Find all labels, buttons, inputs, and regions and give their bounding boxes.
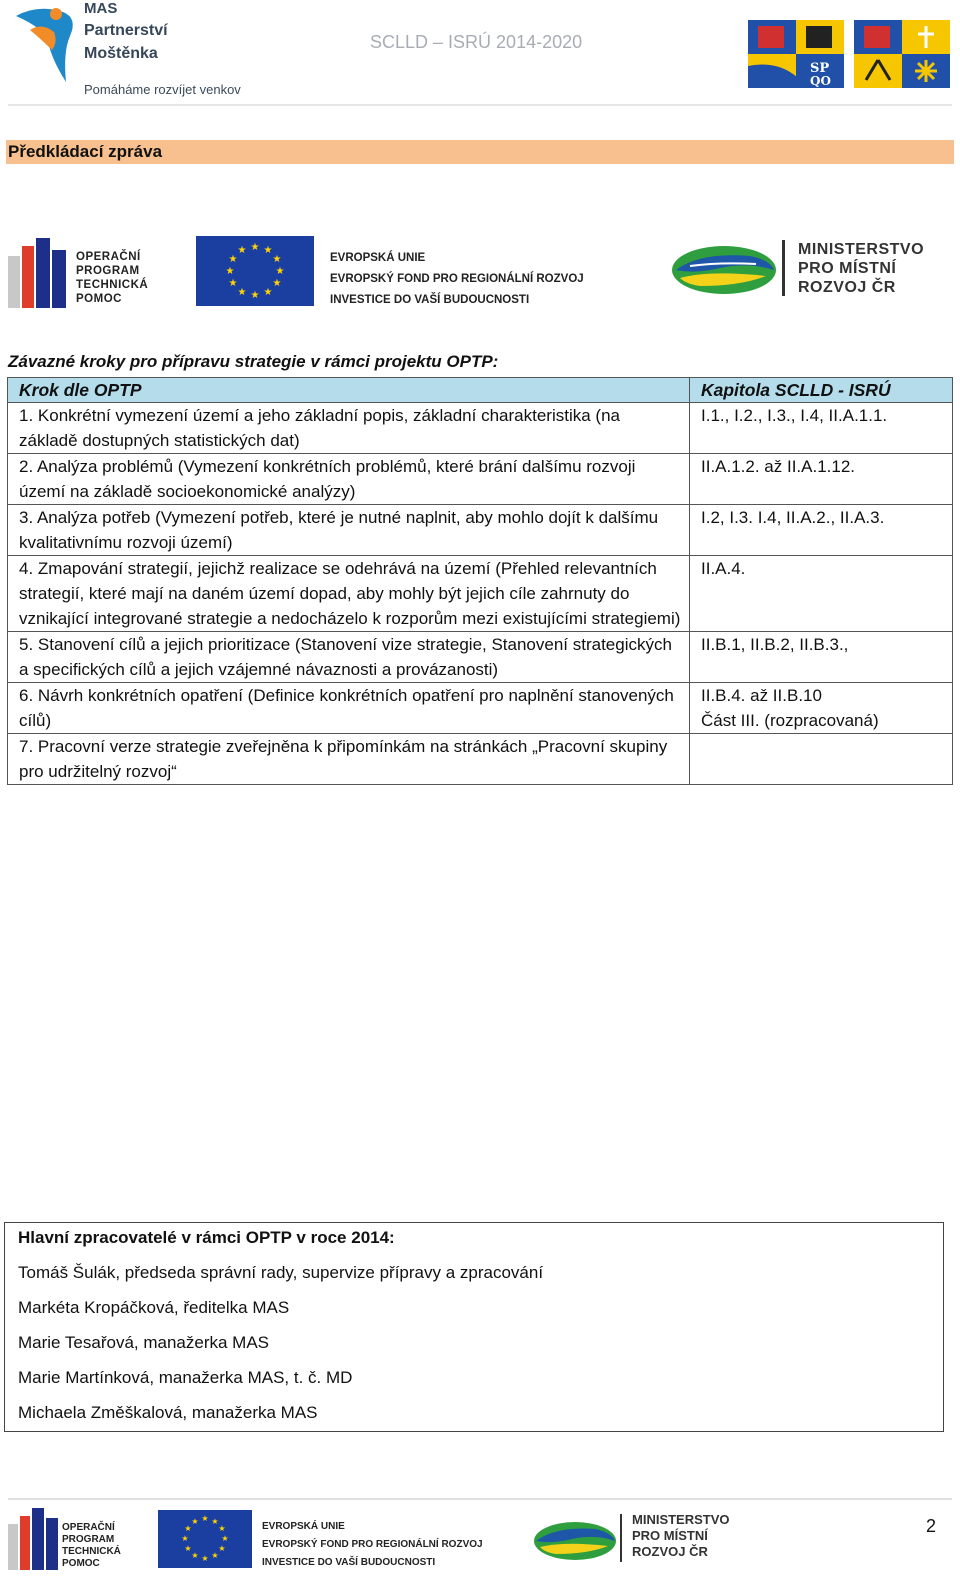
footer-eu-text [262, 1518, 483, 1572]
chapter-cell: II.A.1.2. až II.A.1.12. [690, 454, 953, 505]
step-cell: 2. Analýza problémů (Vymezení konkrétních problémů, které brání dalšímu rozvoji území na základě socioekonomické analýzy) [8, 454, 690, 505]
svg-text:★: ★ [228, 278, 238, 289]
eu-line: EVROPSKÁ UNIE [330, 252, 426, 264]
optp-line: TECHNICKÁ [62, 1546, 121, 1557]
page-header [0, 0, 960, 108]
eu-line: EVROPSKÝ FOND PRO REGIONÁLNÍ ROZVOJ [330, 273, 584, 285]
chapter-cell: II.A.4. [690, 556, 953, 632]
column-header-chapter: Kapitola SCLLD - ISRÚ [690, 378, 953, 403]
chapter-cell [690, 734, 953, 785]
svg-text:★: ★ [211, 1551, 219, 1560]
step-cell: 7. Pracovní verze strategie zveřejněna k připomínkám na stránkách „Pracovní skupiny pro udržitelný rozvoj“ [8, 734, 690, 785]
chapter-cell: I.1., I.2., I.3., I.4, II.A.1.1. [690, 403, 953, 454]
svg-text:★: ★ [225, 266, 235, 277]
mmr-logo-text [798, 240, 924, 297]
mas-name-line1: MAS [84, 0, 118, 17]
funding-logos [0, 230, 960, 310]
table-header-row [8, 378, 953, 403]
team-member: Marie Martínková, manažerka MAS, t. č. MD [18, 1368, 353, 1387]
optp-logo-text [76, 250, 148, 306]
chapter-line-2: Část III. (rozpracovaná) [701, 711, 879, 730]
steps-table [7, 377, 953, 785]
footer-optp-text [62, 1522, 121, 1570]
optp-line: OPERAČNÍ [62, 1522, 115, 1533]
page-number: 2 [926, 1516, 937, 1536]
footer-mmr-text [632, 1512, 730, 1560]
svg-text:★: ★ [181, 1534, 189, 1543]
chapter-cell: I.2, I.3. I.4, II.A.2., II.A.3. [690, 505, 953, 556]
mmr-logo-icon [670, 240, 778, 296]
mmr-line: PRO MÍSTNÍ [632, 1528, 708, 1543]
svg-text:★: ★ [218, 1544, 226, 1553]
chapter-cell [690, 683, 953, 734]
svg-text:★: ★ [275, 266, 285, 277]
mmr-line: ROZVOJ ČR [632, 1544, 708, 1559]
eu-logo-text [330, 248, 584, 311]
svg-text:★: ★ [263, 287, 273, 298]
chapter-line: II.B.4. až II.B.10 [701, 686, 822, 705]
footer-divider [8, 1498, 952, 1500]
chapter-cell: II.B.1, II.B.2, II.B.3., [690, 632, 953, 683]
step-cell: 1. Konkrétní vymezení území a jeho základní popis, základní charakteristika (na základě dostupných statistických dat) [8, 403, 690, 454]
eu-line: INVESTICE DO VAŠÍ BUDOUCNOSTI [330, 294, 530, 306]
svg-text:QO: QO [810, 74, 831, 88]
table-row [8, 632, 953, 683]
eu-flag-icon [196, 236, 314, 306]
svg-text:★: ★ [221, 1534, 229, 1543]
document-title: SCLLD – ISRÚ 2014-2020 [370, 32, 583, 52]
svg-text:★: ★ [201, 1514, 209, 1523]
table-row [8, 403, 953, 454]
svg-text:★: ★ [272, 278, 282, 289]
optp-line: PROGRAM [76, 265, 140, 277]
team-title: Hlavní zpracovatelé v rámci OPTP v roce 2014: [18, 1228, 395, 1247]
svg-text:★: ★ [237, 245, 247, 256]
eu-line: EVROPSKÁ UNIE [262, 1521, 345, 1532]
team-member: Marie Tesařová, manažerka MAS [18, 1333, 270, 1352]
step-cell: 3. Analýza potřeb (Vymezení potřeb, které je nutné naplnit, aby mohlo dojít k dalšímu kvalitativnímu rozvoji území) [8, 505, 690, 556]
mas-slogan: Pomáháme rozvíjet venkov [84, 82, 241, 97]
header-divider [8, 104, 952, 106]
mmr-divider [782, 240, 785, 296]
svg-text:★: ★ [184, 1524, 192, 1533]
svg-text:★: ★ [228, 254, 238, 265]
table-row [8, 505, 953, 556]
column-header-step: Krok dle OPTP [8, 378, 690, 403]
step-cell: 5. Stanovení cílů a jejich prioritizace (Stanovení vize strategie, Stanovení strategických a specifických cílů a jejich vzájemné návaznosti a provázanosti) [8, 632, 690, 683]
optp-line: OPERAČNÍ [76, 251, 141, 263]
optp-line: POMOC [62, 1558, 100, 1569]
mas-name-line3: Moštěnka [84, 45, 158, 62]
mmr-logo-icon [532, 1516, 618, 1562]
svg-text:★: ★ [191, 1517, 199, 1526]
table-row [8, 734, 953, 785]
mmr-line: ROZVOJ ČR [798, 279, 896, 296]
table-row [8, 454, 953, 505]
flag-label-sp: SP [810, 61, 830, 76]
mmr-line: MINISTERSTVO [632, 1512, 730, 1527]
table-row [8, 683, 953, 734]
svg-text:★: ★ [211, 1517, 219, 1526]
team-member: Tomáš Šulák, předseda správní rady, supervize přípravy a zpracování [18, 1263, 544, 1282]
page-footer [0, 1498, 960, 1590]
team-member: Markéta Kropáčková, ředitelka MAS [18, 1298, 290, 1317]
team-member: Michaela Změškalová, manažerka MAS [18, 1403, 318, 1422]
mmr-line: PRO MÍSTNÍ [798, 260, 897, 277]
step-cell: 4. Zmapování strategií, jejichž realizace se odehrává na území (Přehled relevantních strategií, které mají na daném území dopad, aby mohly být jejich cíle zahrnuty do vznikající integrované strategie a nedocházelo k rozporům mezi existujícími strategiemi) [8, 556, 690, 632]
regional-flags-icon [748, 20, 953, 88]
optp-line: POMOC [76, 293, 122, 305]
eu-line: INVESTICE DO VAŠÍ BUDOUCNOSTI [262, 1557, 436, 1568]
table-row [8, 556, 953, 632]
optp-logo-icon [8, 238, 70, 308]
svg-text:★: ★ [250, 290, 260, 301]
step-cell: 6. Návrh konkrétních opatření (Definice konkrétních opatření pro naplnění stanovených cílů) [8, 683, 690, 734]
svg-text:★: ★ [263, 245, 273, 256]
mas-name-line2: Partnerství [84, 22, 168, 39]
eu-flag-icon [158, 1510, 252, 1568]
table-caption: Závazné kroky pro přípravu strategie v rámci projektu OPTP: [8, 352, 499, 371]
svg-text:★: ★ [184, 1544, 192, 1553]
svg-text:★: ★ [250, 242, 260, 253]
svg-text:★: ★ [272, 254, 282, 265]
svg-text:★: ★ [218, 1524, 226, 1533]
team-box [4, 1222, 944, 1432]
optp-line: TECHNICKÁ [76, 279, 149, 291]
svg-text:★: ★ [191, 1551, 199, 1560]
svg-text:★: ★ [201, 1554, 209, 1563]
section-banner: Předkládací zpráva [6, 140, 954, 164]
svg-text:★: ★ [237, 287, 247, 298]
optp-logo-icon [8, 1508, 60, 1570]
mmr-line: MINISTERSTVO [798, 241, 925, 258]
optp-line: PROGRAM [62, 1534, 115, 1545]
eu-line: EVROPSKÝ FOND PRO REGIONÁLNÍ ROZVOJ [262, 1539, 483, 1550]
mmr-divider [620, 1514, 622, 1562]
